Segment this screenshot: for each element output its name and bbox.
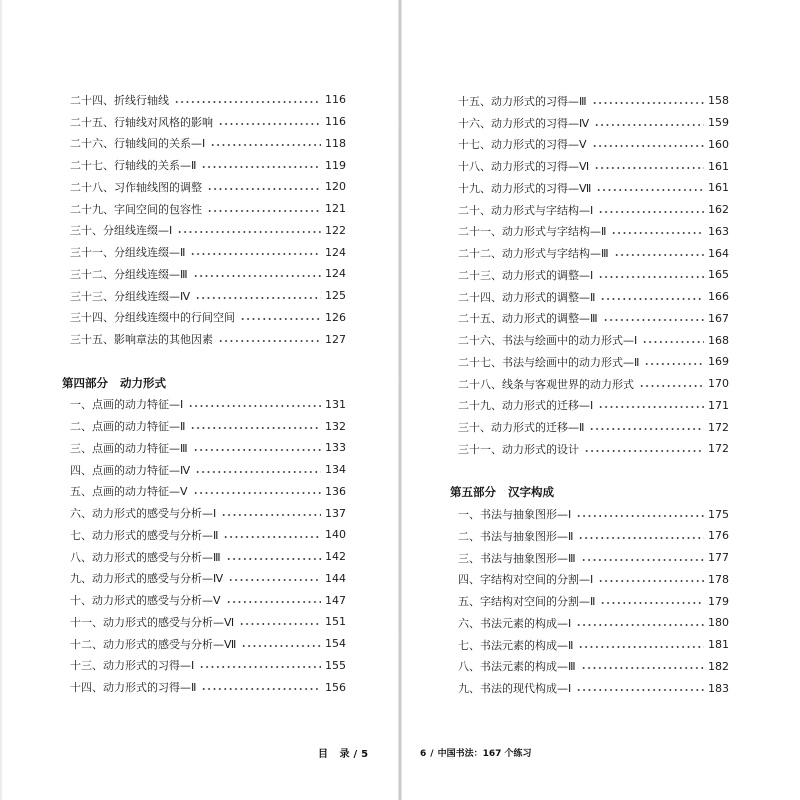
toc-entry-page-number: 182 <box>708 659 729 673</box>
toc-entry-page-number: 116 <box>325 115 346 129</box>
toc-entry <box>70 394 346 416</box>
page-footer <box>318 745 368 760</box>
section-label: 第五部分 <box>450 485 496 500</box>
toc-entry-title: 七、动力形式的感受与分析—Ⅱ <box>70 528 219 542</box>
dot-leader <box>193 487 321 495</box>
dot-leader <box>584 445 704 453</box>
dot-leader <box>600 293 704 301</box>
dot-leader <box>589 423 704 431</box>
toc-entry-page-number: 124 <box>325 267 346 281</box>
toc-list-right <box>450 90 729 699</box>
toc-entry-title: 十五、动力形式的习得—Ⅲ <box>458 94 587 108</box>
toc-entry-title: 二十五、动力形式的调整—Ⅲ <box>458 312 598 326</box>
dot-leader <box>221 509 321 517</box>
toc-entry-title: 三十一、分组线连缀—Ⅱ <box>70 246 186 260</box>
toc-group <box>70 394 346 699</box>
toc-entry-page-number: 132 <box>325 419 346 433</box>
toc-entry-title: 二十二、动力形式与字结构—Ⅲ <box>458 247 609 261</box>
toc-entry <box>458 547 729 569</box>
footer-book-title: 中国书法：167 个练习 <box>437 749 532 759</box>
toc-entry-page-number: 120 <box>325 180 346 194</box>
toc-entry-page-number: 161 <box>708 181 729 195</box>
toc-entry-page-number: 180 <box>708 616 729 630</box>
toc-entry <box>70 676 346 698</box>
toc-entry-page-number: 167 <box>708 311 729 325</box>
toc-entry-title: 二十一、动力形式与字结构—Ⅱ <box>458 225 607 239</box>
toc-entry-title: 三十二、分组线连缀—Ⅲ <box>70 267 188 281</box>
toc-entry-page-number: 156 <box>325 680 346 694</box>
toc-entry <box>458 177 729 199</box>
toc-entry <box>458 634 729 656</box>
toc-entry <box>458 134 729 156</box>
dot-leader <box>210 139 321 147</box>
toc-entry-page-number: 127 <box>325 332 346 346</box>
toc-entry-title: 三十三、分组线连缀—Ⅳ <box>70 289 191 303</box>
toc-entry-title: 十二、动力形式的感受与分析—Ⅶ <box>70 637 237 651</box>
dot-leader <box>594 162 704 170</box>
toc-entry <box>458 90 729 112</box>
toc-entry-page-number: 155 <box>325 658 346 672</box>
toc-entry-title: 八、书法元素的构成—Ⅲ <box>458 660 576 674</box>
toc-entry-title: 五、字结构对空间的分割—Ⅱ <box>458 595 596 609</box>
toc-entry-page-number: 137 <box>325 506 346 520</box>
toc-entry-title: 十六、动力形式的习得—Ⅳ <box>458 116 590 130</box>
toc-entry-title: 二十九、动力形式的迁移—Ⅰ <box>458 399 594 413</box>
dot-leader <box>600 597 704 605</box>
toc-entry-page-number: 121 <box>325 202 346 216</box>
dot-leader <box>598 401 704 409</box>
dot-leader <box>228 574 321 582</box>
toc-entry-page-number: 177 <box>708 551 729 565</box>
toc-entry-title: 十七、动力形式的习得—Ⅴ <box>458 138 587 152</box>
dot-leader <box>199 661 321 669</box>
toc-entry <box>70 176 346 198</box>
toc-entry-title: 二十四、折线行轴线 <box>70 93 169 107</box>
dot-leader <box>195 466 321 474</box>
toc-entry <box>458 221 729 243</box>
toc-entry <box>70 546 346 568</box>
dot-leader <box>188 400 321 408</box>
toc-entry-title: 四、字结构对空间的分割—Ⅰ <box>458 573 594 587</box>
dot-leader <box>581 554 704 562</box>
section-spacer <box>70 350 346 372</box>
toc-entry-page-number: 162 <box>708 203 729 217</box>
toc-entry-page-number: 166 <box>708 290 729 304</box>
toc-entry-title: 十、动力形式的感受与分析—Ⅴ <box>70 594 221 608</box>
toc-entry <box>458 656 729 678</box>
toc-entry-page-number: 151 <box>325 615 346 629</box>
toc-entry-title: 二十六、书法与绘画中的动力形式—Ⅰ <box>458 334 638 348</box>
dot-leader <box>240 313 321 321</box>
toc-entry <box>70 285 346 307</box>
toc-entry-page-number: 172 <box>708 420 729 434</box>
toc-entry-title: 二十三、动力形式的调整—Ⅰ <box>458 268 594 282</box>
toc-entry <box>458 329 729 351</box>
toc-entry-title: 三、书法与抽象图形—Ⅲ <box>458 551 576 565</box>
toc-entry-page-number: 178 <box>708 572 729 586</box>
toc-entry-page-number: 160 <box>708 137 729 151</box>
dot-leader <box>226 553 321 561</box>
toc-entry-page-number: 142 <box>325 550 346 564</box>
toc-entry-title: 一、书法与抽象图形—Ⅰ <box>458 508 572 522</box>
toc-entry <box>70 481 346 503</box>
dot-leader <box>598 271 704 279</box>
toc-entry <box>70 133 346 155</box>
toc-group <box>70 89 346 350</box>
dot-leader <box>226 596 321 604</box>
toc-entry <box>70 589 346 611</box>
dot-leader <box>190 248 321 256</box>
dot-leader <box>598 206 704 214</box>
dot-leader <box>201 161 321 169</box>
toc-entry-page-number: 164 <box>708 246 729 260</box>
toc-entry-page-number: 144 <box>325 571 346 585</box>
toc-entry-page-number: 169 <box>708 355 729 369</box>
dot-leader <box>218 118 321 126</box>
dot-leader <box>639 380 704 388</box>
toc-entry-title: 三十、动力形式的迁移—Ⅱ <box>458 421 585 435</box>
toc-entry-page-number: 131 <box>325 397 346 411</box>
toc-entry-title: 四、点画的动力特征—Ⅳ <box>70 463 191 477</box>
toc-entry-title: 五、点画的动力特征—Ⅴ <box>70 485 188 499</box>
toc-entry <box>70 111 346 133</box>
toc-entry <box>458 112 729 134</box>
toc-entry <box>458 264 729 286</box>
dot-leader <box>578 532 704 540</box>
toc-entry <box>70 154 346 176</box>
toc-entry <box>70 220 346 242</box>
toc-entry-title: 十四、动力形式的习得—Ⅱ <box>70 681 197 695</box>
toc-entry <box>458 373 729 395</box>
toc-entry <box>458 612 729 634</box>
toc-entry-page-number: 183 <box>708 681 729 695</box>
toc-entry <box>70 459 346 481</box>
toc-entry-page-number: 119 <box>325 158 346 172</box>
toc-entry <box>70 502 346 524</box>
toc-entry <box>70 437 346 459</box>
toc-entry-page-number: 154 <box>325 637 346 651</box>
toc-entry-page-number: 175 <box>708 507 729 521</box>
dot-leader <box>611 227 704 235</box>
section-label: 第四部分 <box>62 375 108 390</box>
dot-leader <box>218 335 321 343</box>
dot-leader <box>193 270 321 278</box>
toc-entry <box>70 89 346 111</box>
toc-entry <box>70 307 346 329</box>
toc-entry-page-number: 116 <box>325 93 346 107</box>
toc-entry-page-number: 136 <box>325 484 346 498</box>
dot-leader <box>239 618 321 626</box>
toc-entry <box>458 416 729 438</box>
toc-entry-title: 八、动力形式的感受与分析—Ⅲ <box>70 550 221 564</box>
dot-leader <box>598 575 704 583</box>
section-heading <box>62 372 346 394</box>
toc-entry-title: 二十八、习作轴线图的调整 <box>70 180 202 194</box>
toc-entry-page-number: 140 <box>325 528 346 542</box>
toc-entry <box>70 524 346 546</box>
section-spacer <box>458 460 729 482</box>
toc-entry-title: 二十四、动力形式的调整—Ⅱ <box>458 290 596 304</box>
toc-entry-page-number: 181 <box>708 638 729 652</box>
toc-entry-page-number: 134 <box>325 463 346 477</box>
toc-entry <box>458 438 729 460</box>
toc-entry <box>70 633 346 655</box>
toc-entry-title: 七、书法元素的构成—Ⅱ <box>458 638 574 652</box>
toc-entry-title: 三十五、影响章法的其他因素 <box>70 333 213 347</box>
toc-entry <box>458 395 729 417</box>
toc-entry-title: 十八、动力形式的习得—Ⅵ <box>458 160 590 174</box>
toc-entry-title: 十三、动力形式的习得—Ⅰ <box>70 659 195 673</box>
dot-leader <box>201 683 321 691</box>
toc-entry <box>458 677 729 699</box>
toc-entry-title: 二、书法与抽象图形—Ⅱ <box>458 529 574 543</box>
right-page <box>400 0 800 800</box>
page-footer <box>420 746 531 759</box>
toc-entry-title: 二、点画的动力特征—Ⅱ <box>70 420 186 434</box>
dot-leader <box>207 205 321 213</box>
toc-entry-title: 三、点画的动力特征—Ⅲ <box>70 441 188 455</box>
toc-entry-page-number: 159 <box>708 116 729 130</box>
dot-leader <box>614 249 704 257</box>
toc-entry-title: 十一、动力形式的感受与分析—Ⅵ <box>70 615 235 629</box>
toc-entry-title: 六、书法元素的构成—Ⅰ <box>458 616 572 630</box>
dot-leader <box>241 640 321 648</box>
toc-group <box>458 503 729 699</box>
toc-entry <box>458 242 729 264</box>
toc-entry <box>70 568 346 590</box>
dot-leader <box>223 531 321 539</box>
dot-leader <box>581 662 704 670</box>
dot-leader <box>594 119 704 127</box>
dot-leader <box>195 292 321 300</box>
toc-entry-page-number: 126 <box>325 310 346 324</box>
toc-entry-title: 二十、动力形式与字结构—Ⅰ <box>458 203 594 217</box>
dot-leader <box>193 444 321 452</box>
toc-entry-page-number: 147 <box>325 593 346 607</box>
section-title: 汉字构成 <box>508 485 554 500</box>
dot-leader <box>190 422 321 430</box>
toc-entry <box>458 351 729 373</box>
toc-entry-title: 二十七、行轴线的关系—Ⅱ <box>70 159 197 173</box>
toc-entry-page-number: 158 <box>708 94 729 108</box>
dot-leader <box>207 183 321 191</box>
toc-entry-title: 二十八、线条与客观世界的动力形式 <box>458 377 634 391</box>
toc-list-left <box>62 89 346 698</box>
toc-entry-title: 三十四、分组线连缀中的行间空间 <box>70 311 235 325</box>
toc-entry <box>70 655 346 677</box>
toc-entry <box>458 199 729 221</box>
toc-entry-page-number: 124 <box>325 245 346 259</box>
toc-entry-page-number: 176 <box>708 529 729 543</box>
toc-entry-title: 九、动力形式的感受与分析—Ⅳ <box>70 572 224 586</box>
dot-leader <box>603 314 704 322</box>
section-heading <box>450 482 729 504</box>
toc-entry <box>458 308 729 330</box>
toc-entry-title: 九、书法的现代构成—Ⅰ <box>458 682 572 696</box>
toc-entry-title: 三十一、动力形式的设计 <box>458 442 579 456</box>
toc-entry-title: 六、动力形式的感受与分析—Ⅰ <box>70 507 217 521</box>
toc-entry <box>70 415 346 437</box>
footer-separator: / <box>353 749 358 760</box>
toc-entry-page-number: 172 <box>708 442 729 456</box>
toc-entry-title: 二十七、书法与绘画中的动力形式—Ⅱ <box>458 355 640 369</box>
toc-entry-page-number: 133 <box>325 441 346 455</box>
toc-entry-page-number: 168 <box>708 333 729 347</box>
toc-entry-title: 二十五、行轴线对风格的影响 <box>70 115 213 129</box>
toc-entry-page-number: 118 <box>325 136 346 150</box>
footer-page-number: 5 <box>361 749 369 760</box>
dot-leader <box>576 684 704 692</box>
toc-entry-title: 二十六、行轴线间的关系—Ⅰ <box>70 137 206 151</box>
toc-group <box>458 90 729 460</box>
toc-entry <box>458 590 729 612</box>
toc-entry <box>458 525 729 547</box>
toc-entry-page-number: 179 <box>708 594 729 608</box>
footer-separator: / <box>430 749 434 759</box>
toc-entry-page-number: 171 <box>708 398 729 412</box>
toc-entry <box>458 155 729 177</box>
toc-entry <box>458 569 729 591</box>
toc-entry-title: 三十、分组线连缀—Ⅰ <box>70 224 173 238</box>
toc-entry <box>458 286 729 308</box>
dot-leader <box>174 96 321 104</box>
toc-entry-page-number: 163 <box>708 224 729 238</box>
section-title: 动力形式 <box>120 375 166 390</box>
toc-entry-page-number: 122 <box>325 223 346 237</box>
dot-leader <box>592 140 704 148</box>
dot-leader <box>642 336 704 344</box>
dot-leader <box>592 97 704 105</box>
footer-page-number: 6 <box>420 749 427 759</box>
toc-entry <box>70 263 346 285</box>
toc-entry-title: 一、点画的动力特征—Ⅰ <box>70 398 184 412</box>
toc-entry <box>70 241 346 263</box>
dot-leader <box>576 510 704 518</box>
toc-entry <box>70 328 346 350</box>
toc-entry <box>458 503 729 525</box>
dot-leader <box>644 358 704 366</box>
dot-leader <box>596 184 704 192</box>
dot-leader <box>578 641 704 649</box>
toc-entry <box>70 611 346 633</box>
toc-entry-page-number: 125 <box>325 289 346 303</box>
toc-entry-page-number: 170 <box>708 377 729 391</box>
dot-leader <box>576 619 704 627</box>
dot-leader <box>177 226 321 234</box>
toc-entry-title: 二十九、字间空间的包容性 <box>70 202 202 216</box>
toc-entry-page-number: 161 <box>708 159 729 173</box>
footer-label: 目 录 <box>318 749 350 760</box>
toc-entry-page-number: 165 <box>708 268 729 282</box>
toc-entry <box>70 198 346 220</box>
toc-entry-title: 十九、动力形式的习得—Ⅶ <box>458 181 592 195</box>
